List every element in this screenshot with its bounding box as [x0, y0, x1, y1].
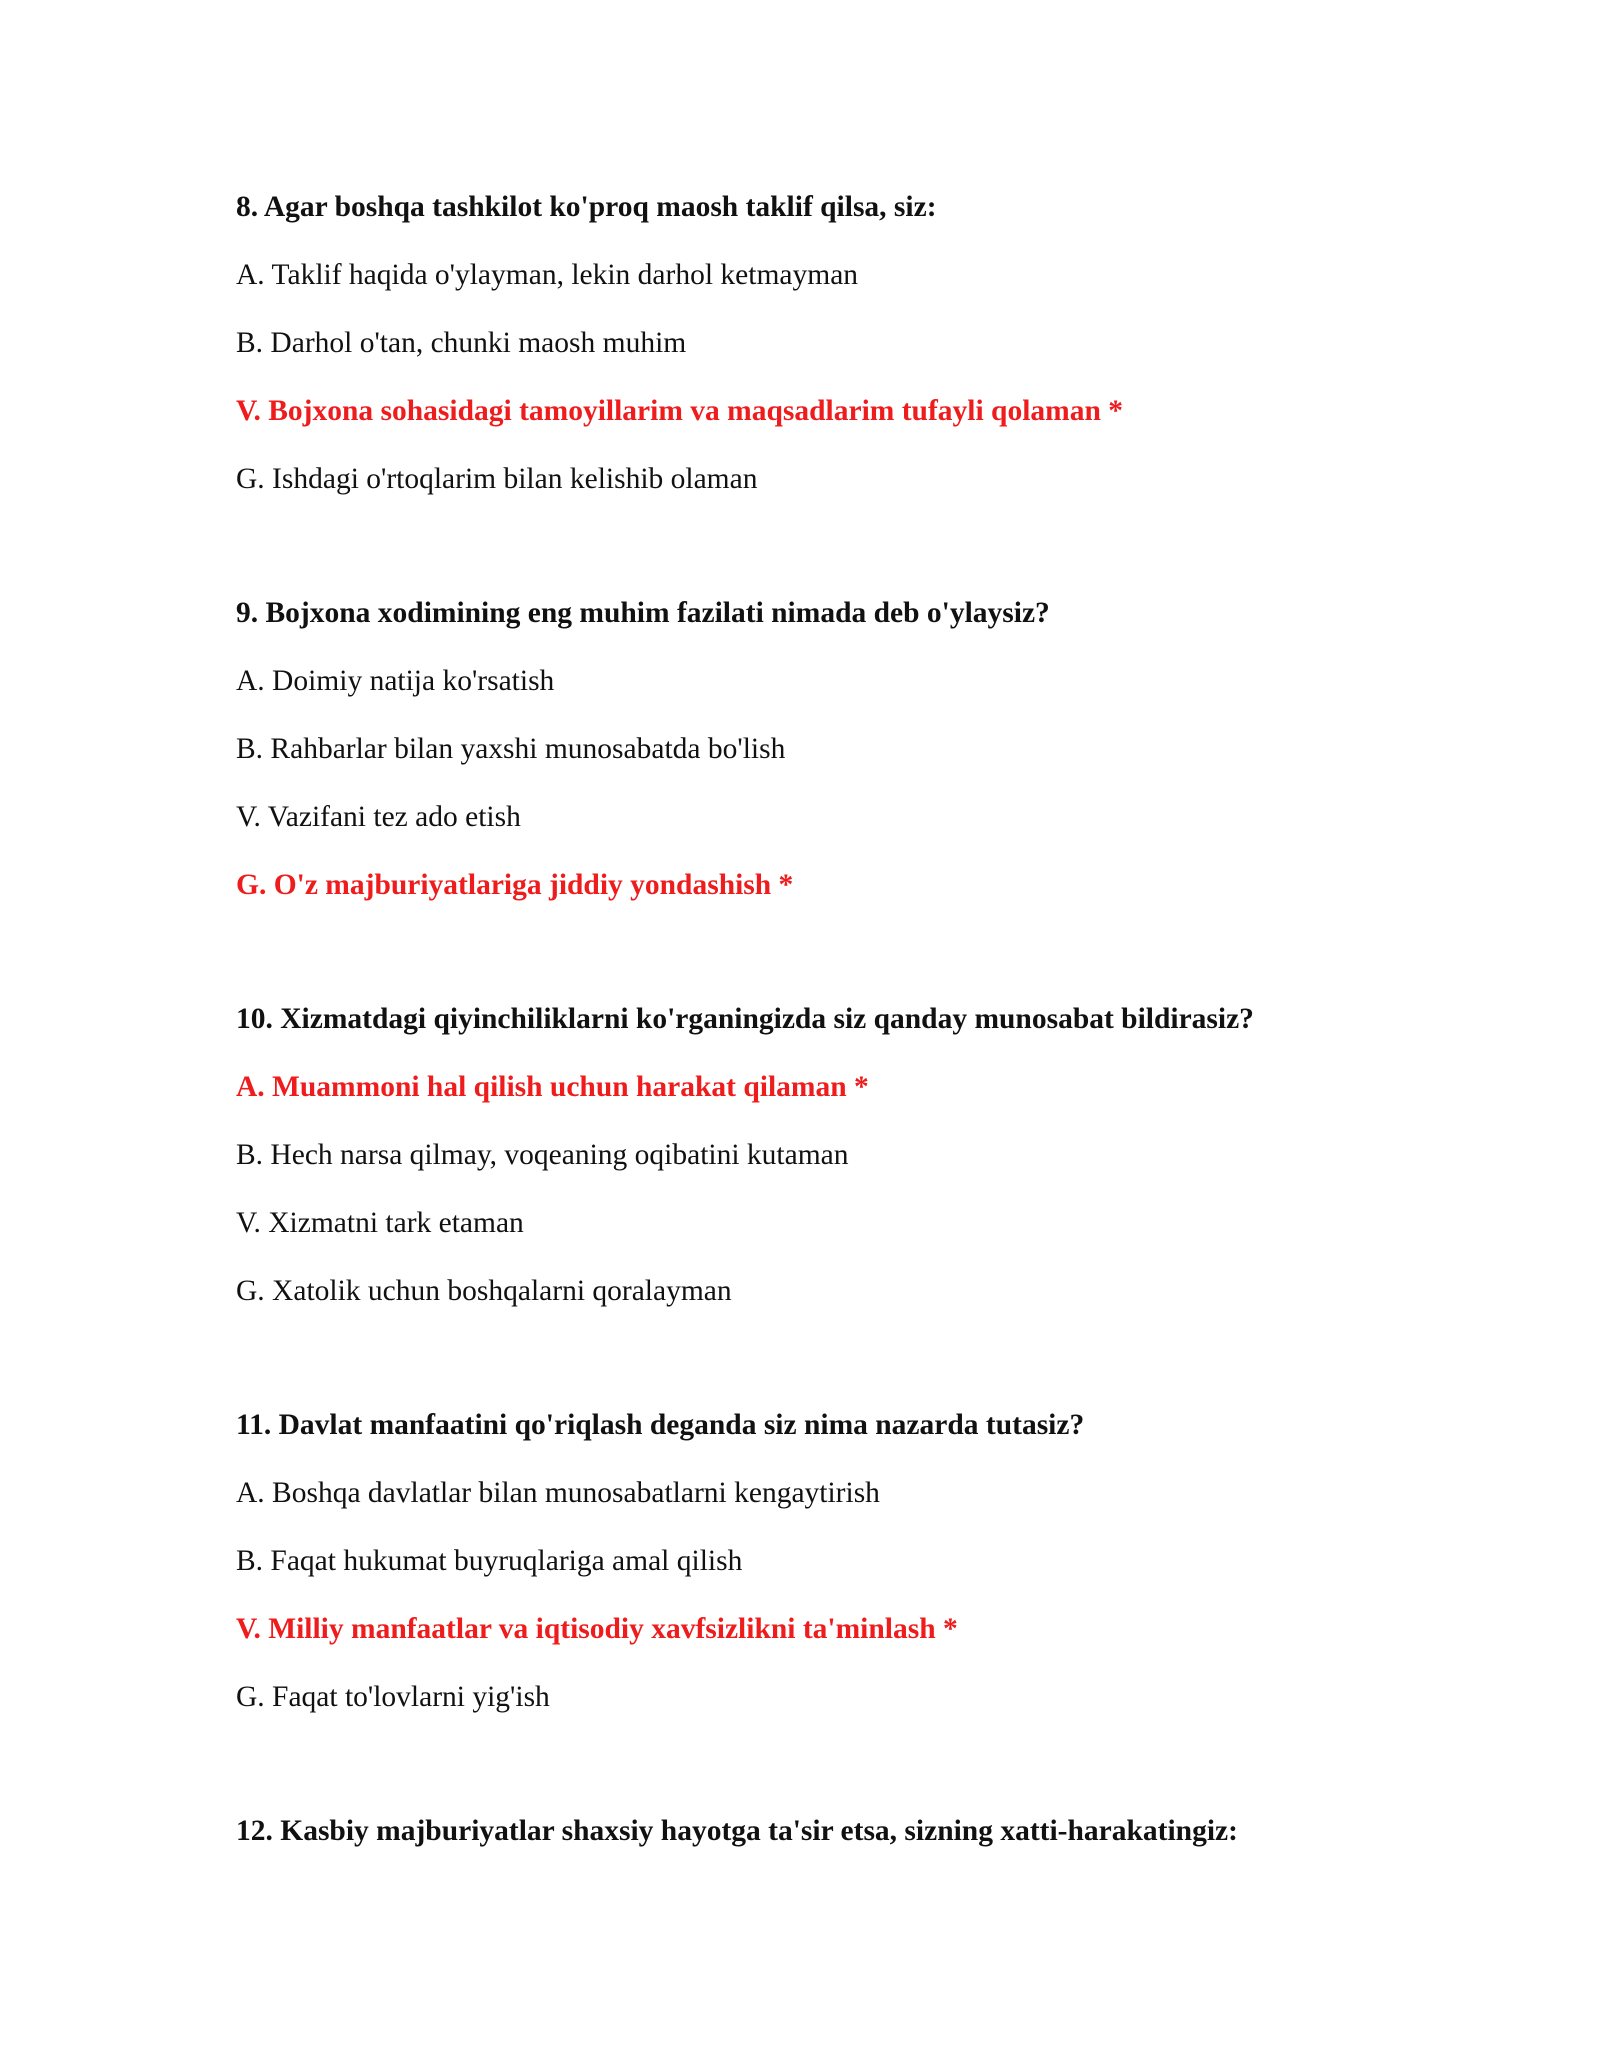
- question-11: [236, 1408, 1476, 1714]
- question-8: [236, 190, 1476, 496]
- question-title: 8. Agar boshqa tashkilot ko'proq maosh taklif qilsa, siz:: [236, 191, 937, 223]
- answer-option-b: B. Darhol o'tan, chunki maosh muhim: [236, 327, 687, 359]
- answer-option-b: B. Hech narsa qilmay, voqeaning oqibatini kutaman: [236, 1139, 849, 1171]
- question-title: 12. Kasbiy majburiyatlar shaxsiy hayotga ta'sir etsa, sizning xatti-harakatingiz:: [236, 1815, 1238, 1847]
- answer-option-v: V. Vazifani tez ado etish: [236, 801, 521, 833]
- correct-answer-option-v: V. Milliy manfaatlar va iqtisodiy xavfsizlikni ta'minlash *: [236, 1613, 958, 1645]
- answer-option-a: A. Doimiy natija ko'rsatish: [236, 665, 555, 697]
- answer-option-b: B. Faqat hukumat buyruqlariga amal qilish: [236, 1545, 743, 1577]
- question-title: 11. Davlat manfaatini qo'riqlash deganda siz nima nazarda tutasiz?: [236, 1409, 1085, 1441]
- answer-option-a: A. Taklif haqida o'ylayman, lekin darhol ketmayman: [236, 259, 859, 291]
- question-9: [236, 596, 1476, 902]
- answer-option-a: A. Boshqa davlatlar bilan munosabatlarni kengaytirish: [236, 1477, 880, 1509]
- question-10: [236, 1002, 1476, 1308]
- answer-option-v: V. Xizmatni tark etaman: [236, 1207, 524, 1239]
- correct-answer-option-g: G. O'z majburiyatlariga jiddiy yondashish *: [236, 869, 794, 901]
- answer-option-b: B. Rahbarlar bilan yaxshi munosabatda bo'lish: [236, 733, 786, 765]
- answer-option-g: G. Xatolik uchun boshqalarni qoralayman: [236, 1275, 732, 1307]
- answer-option-g: G. Ishdagi o'rtoqlarim bilan kelishib olaman: [236, 463, 758, 495]
- correct-answer-option-a: A. Muammoni hal qilish uchun harakat qilaman *: [236, 1071, 869, 1103]
- question-title: 10. Xizmatdagi qiyinchiliklarni ko'rganingizda siz qanday munosabat bildirasiz?: [236, 1003, 1254, 1035]
- question-title: 9. Bojxona xodimining eng muhim fazilati nimada deb o'ylaysiz?: [236, 597, 1050, 629]
- question-12: [236, 1814, 1476, 1848]
- correct-answer-option-v: V. Bojxona sohasidagi tamoyillarim va maqsadlarim tufayli qolaman *: [236, 395, 1124, 427]
- answer-option-g: G. Faqat to'lovlarni yig'ish: [236, 1681, 550, 1713]
